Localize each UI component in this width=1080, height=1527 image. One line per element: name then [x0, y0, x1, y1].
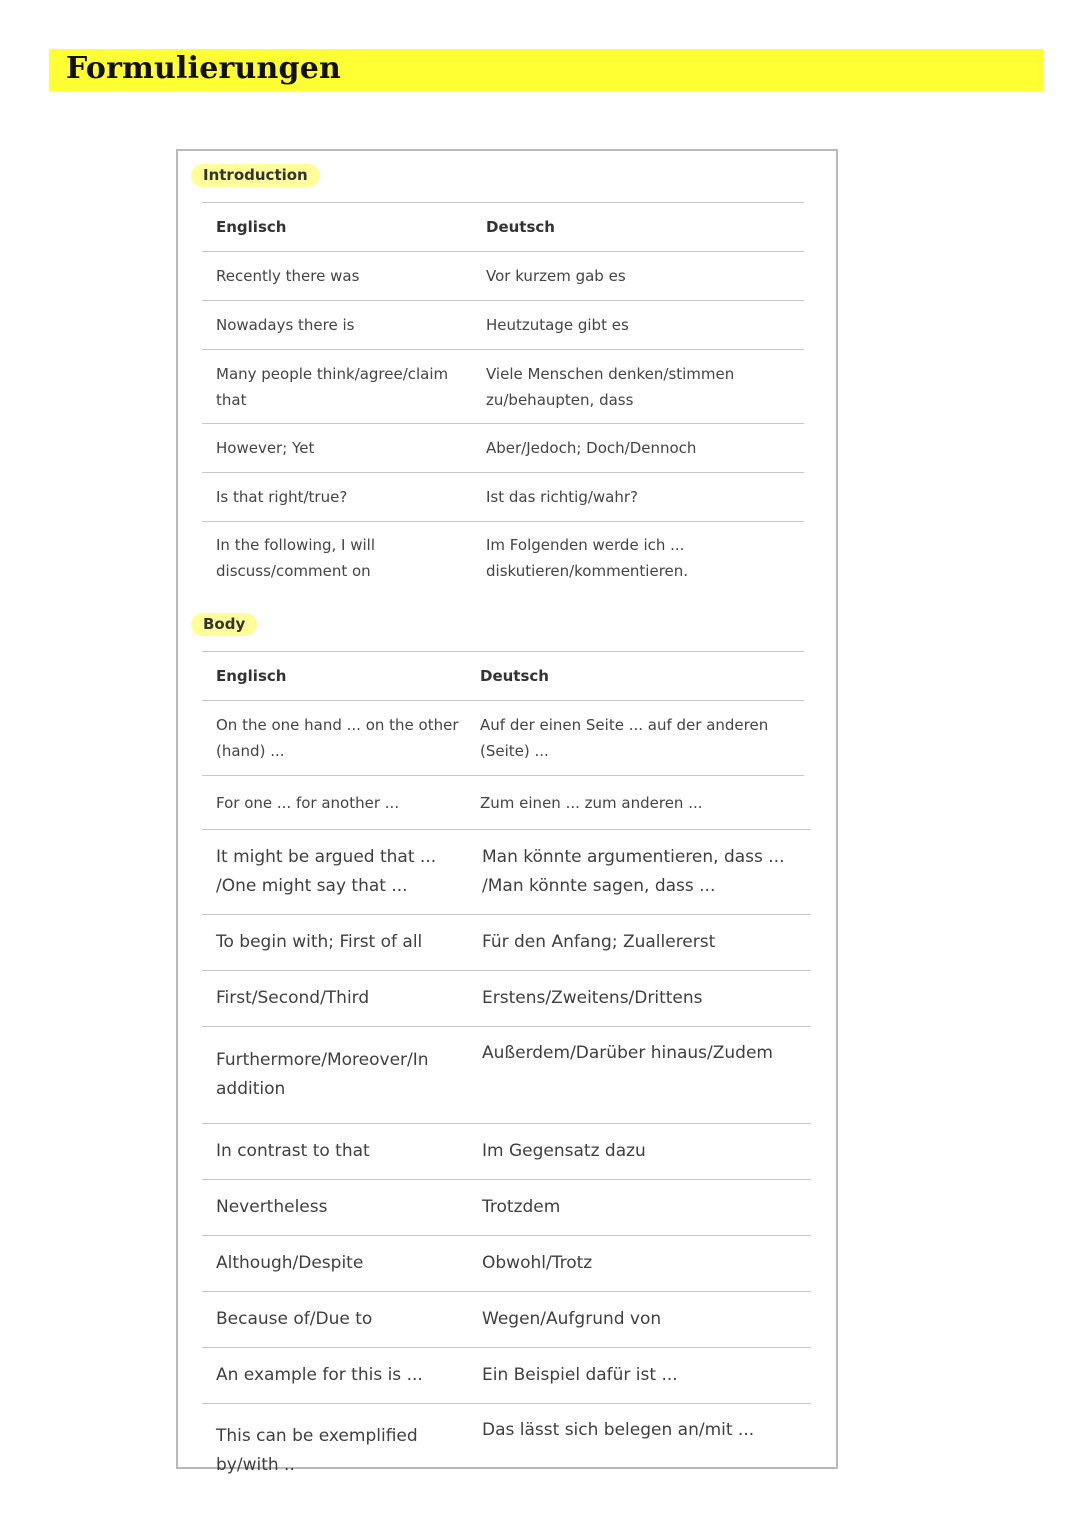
- german-phrase: Erstens/Zweitens/Drittens: [468, 971, 811, 1027]
- english-phrase: To begin with; First of all: [202, 915, 468, 971]
- table-row: [202, 522, 804, 595]
- table-row: [202, 473, 804, 522]
- english-phrase: This can be exemplified by/with ..: [202, 1404, 468, 1499]
- section-label-introduction: Introduction: [191, 164, 320, 187]
- german-phrase: Außerdem/Darüber hinaus/Zudem: [468, 1027, 811, 1124]
- english-phrase: Is that right/true?: [202, 473, 472, 522]
- table-row: [202, 1236, 811, 1292]
- section-label-body: Body: [191, 613, 257, 636]
- table-row: [202, 1027, 811, 1124]
- german-phrase: Im Folgenden werde ich ... diskutieren/kommentieren.: [472, 522, 804, 595]
- body-table: [202, 651, 804, 829]
- german-phrase: Für den Anfang; Zuallererst: [468, 915, 811, 971]
- introduction-table: [202, 202, 804, 594]
- table-row: [202, 350, 804, 424]
- german-phrase: Viele Menschen denken/stimmen zu/behaupten, dass: [472, 350, 804, 424]
- english-phrase: Nowadays there is: [202, 301, 472, 350]
- german-phrase: Im Gegensatz dazu: [468, 1124, 811, 1180]
- english-phrase: Furthermore/Moreover/In addition: [202, 1027, 468, 1124]
- german-phrase: Heutzutage gibt es: [472, 301, 804, 350]
- table-row: [202, 252, 804, 301]
- german-phrase: Man könnte argumentieren, dass ... /Man könnte sagen, dass ...: [468, 830, 811, 915]
- table-row: [202, 1180, 811, 1236]
- english-phrase: On the one hand ... on the other (hand) ...: [202, 701, 466, 776]
- table-row: [202, 424, 804, 473]
- english-phrase: Nevertheless: [202, 1180, 468, 1236]
- table-row: [202, 1404, 811, 1499]
- german-phrase: Ein Beispiel dafür ist ...: [468, 1348, 811, 1404]
- table-row: [202, 915, 811, 971]
- table-header-row: [202, 203, 804, 252]
- table-row: [202, 701, 804, 776]
- english-phrase: However; Yet: [202, 424, 472, 473]
- german-phrase: Obwohl/Trotz: [468, 1236, 811, 1292]
- table-row: [202, 1292, 811, 1348]
- body-table-continued: [202, 829, 811, 1498]
- table-row: [202, 830, 811, 915]
- table-row: [202, 301, 804, 350]
- german-phrase: Wegen/Aufgrund von: [468, 1292, 811, 1348]
- table-row: [202, 776, 804, 830]
- german-phrase: Das lässt sich belegen an/mit ...: [468, 1404, 811, 1499]
- english-phrase: First/Second/Third: [202, 971, 468, 1027]
- column-header-english: Englisch: [202, 203, 472, 252]
- column-header-german: Deutsch: [472, 203, 804, 252]
- phrase-card: [176, 149, 838, 1475]
- english-phrase: Because of/Due to: [202, 1292, 468, 1348]
- german-phrase: Vor kurzem gab es: [472, 252, 804, 301]
- english-phrase: An example for this is ...: [202, 1348, 468, 1404]
- title-bar: [49, 49, 1043, 91]
- table-header-row: [202, 652, 804, 701]
- page-title: Formulierungen: [66, 51, 342, 86]
- english-phrase: Although/Despite: [202, 1236, 468, 1292]
- german-phrase: Trotzdem: [468, 1180, 811, 1236]
- english-phrase: For one ... for another ...: [202, 776, 466, 830]
- table-row: [202, 1348, 811, 1404]
- german-phrase: Auf der einen Seite ... auf der anderen (Seite) ...: [466, 701, 804, 776]
- table-row: [202, 971, 811, 1027]
- german-phrase: Aber/Jedoch; Doch/Dennoch: [472, 424, 804, 473]
- column-header-english: Englisch: [202, 652, 466, 701]
- english-phrase: Many people think/agree/claim that: [202, 350, 472, 424]
- german-phrase: Zum einen ... zum anderen ...: [466, 776, 804, 830]
- german-phrase: Ist das richtig/wahr?: [472, 473, 804, 522]
- english-phrase: In the following, I will discuss/comment on: [202, 522, 472, 595]
- english-phrase: Recently there was: [202, 252, 472, 301]
- table-row: [202, 1124, 811, 1180]
- english-phrase: In contrast to that: [202, 1124, 468, 1180]
- english-phrase: It might be argued that ... /One might say that ...: [202, 830, 468, 915]
- column-header-german: Deutsch: [466, 652, 804, 701]
